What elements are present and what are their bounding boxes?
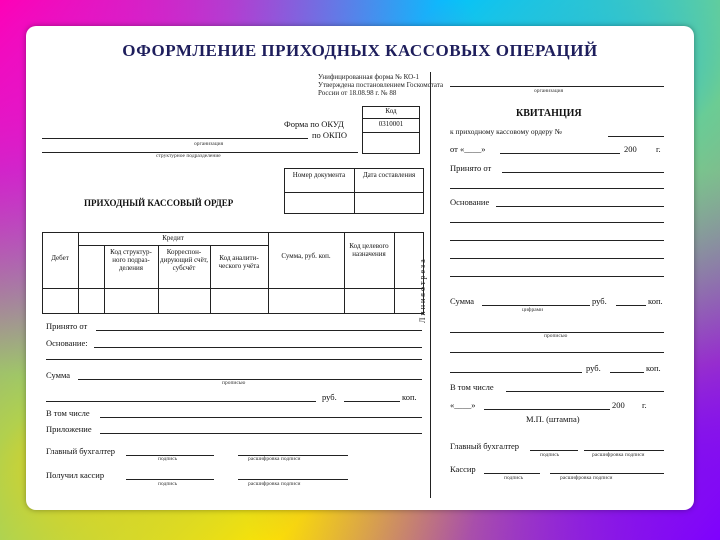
including-label: В том числе — [46, 408, 90, 418]
receipt-words-line-3[interactable] — [450, 372, 582, 373]
receipt-accepted-from: Принято от — [450, 163, 492, 173]
receipt-from: от «____» — [450, 144, 486, 154]
org-line — [42, 138, 308, 139]
code-label: Код — [385, 107, 397, 115]
accepted-from-label: Принято от — [46, 321, 88, 331]
amount-header: Сумма, руб. коп. — [281, 252, 331, 260]
cashier-decoding-caption: расшифровка подписи — [248, 481, 301, 487]
dept-caption: структурное подразделение — [156, 153, 221, 159]
receipt-basis-line-3[interactable] — [450, 240, 664, 241]
kop-label: коп. — [402, 392, 417, 402]
receipt-sum-line[interactable] — [482, 305, 590, 306]
receipt-accepted-line[interactable] — [502, 172, 664, 173]
chief-signature-caption: подпись — [158, 456, 178, 462]
form-note-line-3: России от 18.08.98 г. № 88 — [318, 89, 397, 97]
form-note-line-1: Унифицированная форма № КО-1 — [318, 73, 419, 81]
receipt-year-suffix-2: г. — [642, 400, 647, 410]
sum-in-words-caption: прописью — [222, 380, 246, 386]
receipt-words-line-2[interactable] — [450, 352, 664, 353]
debit-header: Дебет — [51, 254, 69, 262]
receipt-chief-signature-line[interactable] — [530, 450, 578, 451]
receipt-including-line[interactable] — [506, 391, 664, 392]
order-title: ПРИХОДНЫЙ КАССОВЫЙ ОРДЕР — [84, 198, 234, 208]
receipt-date-line-2[interactable] — [484, 409, 610, 410]
receipt-chief-signature-caption: подпись — [540, 452, 560, 458]
receipt-order-number-line[interactable] — [608, 136, 664, 137]
kop-line[interactable] — [344, 401, 400, 402]
receipt-kop: коп. — [648, 296, 663, 306]
struct-unit-header: Код структур-ного подраз-деления — [110, 248, 152, 272]
form-note — [318, 73, 443, 97]
receipt-year-2: 200 — [612, 400, 625, 410]
doc-number-label: Номер документа — [292, 171, 346, 179]
receipt-chief-decoding-caption: расшифровка подписи — [592, 452, 645, 458]
receipt-basis-line-4[interactable] — [450, 258, 664, 259]
okud-value: 0310001 — [378, 120, 404, 128]
receipt-digits-caption: цифрами — [522, 307, 544, 313]
doc-date-label: Дата составления — [362, 171, 416, 179]
receipt-kop-2: коп. — [646, 363, 661, 373]
sum-label: Сумма — [46, 370, 71, 380]
purpose-code-header: Код целевого назначения — [349, 242, 389, 258]
receipt-kop-line[interactable] — [616, 305, 646, 306]
sum-line[interactable] — [78, 379, 422, 380]
receipt-year: 200 — [624, 144, 637, 154]
org-caption: организация — [194, 141, 224, 147]
receipt-cashier-decoding-caption: расшифровка подписи — [560, 475, 613, 481]
receipt-including: В том числе — [450, 382, 494, 392]
page-title: ОФОРМЛЕНИЕ ПРИХОДНЫХ КАССОВЫХ ОПЕРАЦИЙ — [122, 41, 598, 60]
corr-account-header: Корреспон-дирующий счёт, субсчёт — [160, 248, 208, 272]
receipt-year-suffix: г. — [656, 144, 661, 154]
receipt-cashier-signature-line[interactable] — [484, 473, 540, 474]
okud-label: Форма по ОКУД — [284, 119, 344, 129]
credit-header: Кредит — [162, 234, 184, 242]
form-note-line-2: Утверждена постановлением Госкомстата — [318, 81, 444, 89]
receipt-date-left: «____» — [450, 400, 476, 410]
sum-line-2[interactable] — [46, 401, 316, 402]
attachment-label: Приложение — [46, 424, 92, 434]
cashier-decoding-line[interactable] — [238, 479, 348, 480]
accepted-from-line[interactable] — [96, 330, 422, 331]
receipt-to-order: к приходному кассовому ордеру № — [450, 127, 562, 136]
receipt-sum: Сумма — [450, 296, 475, 306]
including-line[interactable] — [100, 417, 422, 418]
receipt-rub: руб. — [592, 296, 607, 306]
receipt-org-line[interactable] — [450, 86, 664, 87]
basis-label: Основание: — [46, 338, 88, 348]
document-sheet — [26, 26, 694, 510]
cashier-signature-caption: подпись — [158, 481, 178, 487]
analytic-code-header: Код аналити-ческого учёта — [218, 254, 260, 270]
receipt-cashier-label: Кассир — [450, 464, 476, 474]
receipt-basis: Основание — [450, 197, 490, 207]
rub-label: руб. — [322, 392, 337, 402]
attachment-line[interactable] — [100, 433, 422, 434]
receipt-basis-line[interactable] — [496, 206, 664, 207]
receipt-chief-decoding-line[interactable] — [584, 450, 664, 451]
receipt-org-caption: организация — [534, 88, 564, 94]
receipt-words-caption: прописью — [544, 333, 568, 339]
receipt-chief-label: Главный бухгалтер — [450, 441, 520, 451]
receipt-cashier-signature-caption: подпись — [504, 475, 524, 481]
okpo-label: по ОКПО — [312, 130, 348, 140]
basis-line[interactable] — [94, 347, 422, 348]
receipt-rub-2: руб. — [586, 363, 601, 373]
receipt-stamp: М.П. (штампа) — [526, 414, 580, 424]
receipt-basis-line-2[interactable] — [450, 222, 664, 223]
tear-line-label: Л и н и я о т р е з а — [418, 259, 427, 323]
cashier-signature-line[interactable] — [126, 479, 214, 480]
receipt-accepted-line-2[interactable] — [450, 188, 664, 189]
chief-decoding-caption: расшифровка подписи — [248, 456, 301, 462]
cashier-label: Получил кассир — [46, 470, 105, 480]
receipt-date-line[interactable] — [500, 153, 620, 154]
chief-accountant-label: Главный бухгалтер — [46, 446, 116, 456]
receipt-kop-line-2[interactable] — [610, 372, 644, 373]
receipt-title: КВИТАНЦИЯ — [516, 108, 582, 119]
receipt-cashier-decoding-line[interactable] — [550, 473, 664, 474]
receipt-basis-line-5[interactable] — [450, 276, 664, 277]
basis-line-2[interactable] — [46, 359, 422, 360]
